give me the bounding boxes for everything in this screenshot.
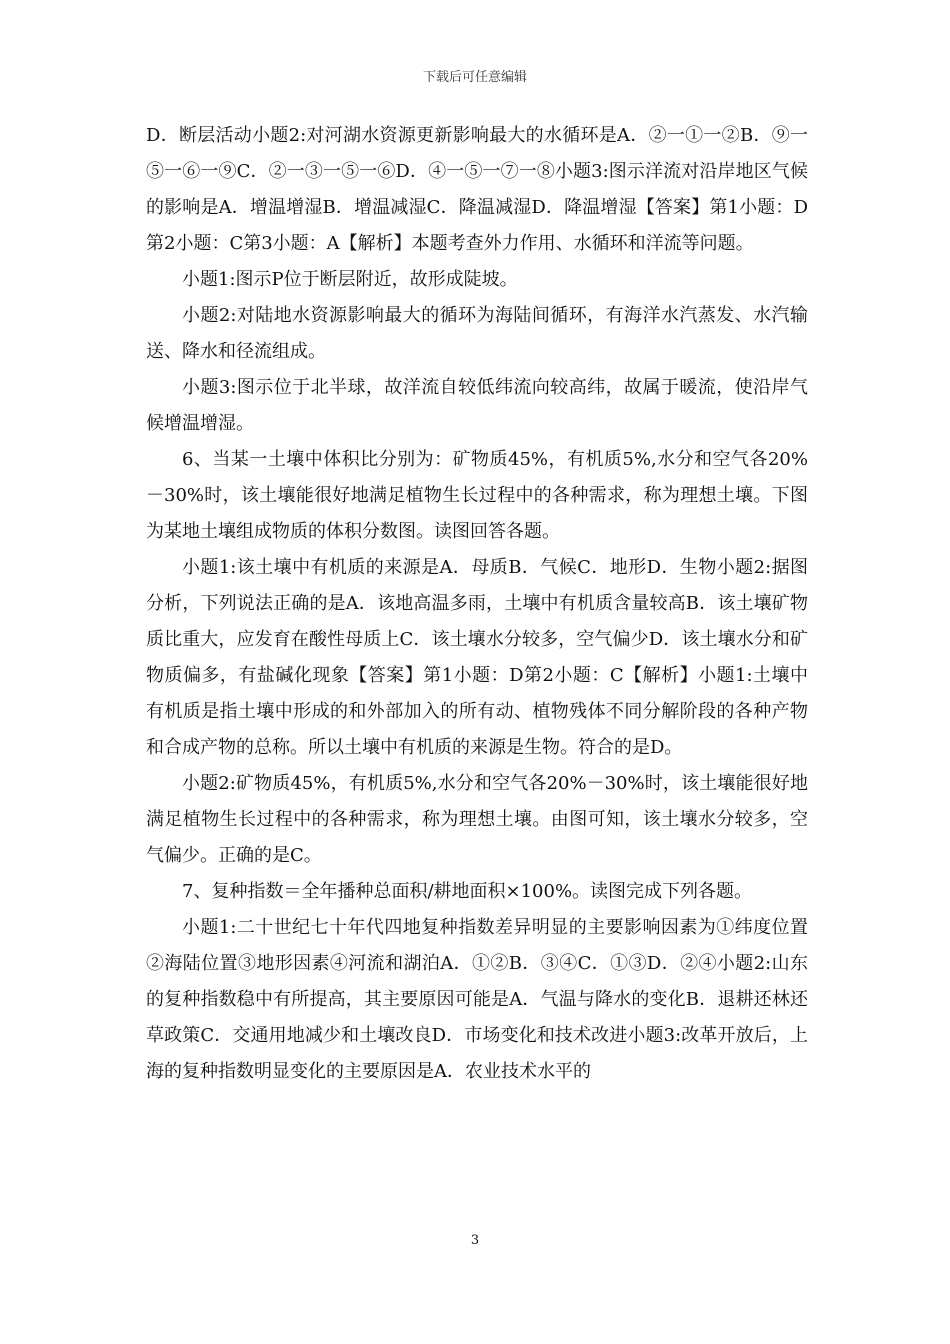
- paragraph-1: D．断层活动小题2:对河湖水资源更新影响最大的水循环是A．②一①一②B．⑨一⑤一⑥一⑨C．②一③一⑤一⑥D．④一⑤一⑦一⑧小题3:图示洋流对沿岸地区气候的影响是A．增温增湿B．增温减湿C．降温减湿D．降温增湿【答案】第1小题：D第2小题：C第3小题：A【解析】本题考查外力作用、水循环和洋流等问题。: [146, 125, 808, 254]
- paragraph-3: 小题2:对陆地水资源影响最大的循环为海陆间循环，有海洋水汽蒸发、水汽输送、降水和径流组成。: [146, 305, 808, 362]
- paragraph-5: 6、当某一土壤中体积比分别为：矿物质45%，有机质5%,水分和空气各20%－30%时，该土壤能很好地满足植物生长过程中的各种需求，称为理想土壤。下图为某地土壤组成物质的体积分数图。读图回答各题。: [146, 449, 808, 542]
- paragraph-9: 小题1:二十世纪七十年代四地复种指数差异明显的主要影响因素为①纬度位置②海陆位置③地形因素④河流和湖泊A．①②B．③④C．①③D．②④小题2:山东的复种指数稳中有所提高，其主要原因可能是A．气温与降水的变化B．退耕还林还草政策C．交通用地减少和土壤改良D．市场变化和技术改进小题3:改革开放后，上海的复种指数明显变化的主要原因是A．农业技术水平的: [146, 917, 808, 1082]
- paragraph-8: 7、复种指数＝全年播种总面积/耕地面积×100%。读图完成下列各题。: [182, 881, 753, 902]
- paragraph-4: 小题3:图示位于北半球，故洋流自较低纬流向较高纬，故属于暖流，使沿岸气候增温增湿。: [146, 377, 808, 434]
- paragraph-2: 小题1:图示P位于断层附近，故形成陡坡。: [182, 269, 518, 290]
- page-number: 3: [470, 1233, 480, 1248]
- document-body: [146, 118, 808, 1090]
- paragraph-7: 小题2:矿物质45%，有机质5%,水分和空气各20%－30%时，该土壤能很好地满足植物生长过程中的各种需求，称为理想土壤。由图可知，该土壤水分较多，空气偏少。正确的是C。: [146, 773, 808, 866]
- paragraph-6: 小题1:该土壤中有机质的来源是A．母质B．气候C．地形D．生物小题2:据图分析，下列说法正确的是A．该地高温多雨，土壤中有机质含量较高B．该土壤矿物质比重大，应发育在酸性母质上C．该土壤水分较多，空气偏少D．该土壤水分和矿物质偏多，有盐碱化现象【答案】第1小题：D第2小题：C【解析】小题1:土壤中有机质是指土壤中形成的和外部加入的所有动、植物残体不同分解阶段的各种产物和合成产物的总称。所以土壤中有机质的来源是生物。符合的是D。: [146, 557, 808, 758]
- page-header: 下载后可任意编辑: [422, 70, 527, 85]
